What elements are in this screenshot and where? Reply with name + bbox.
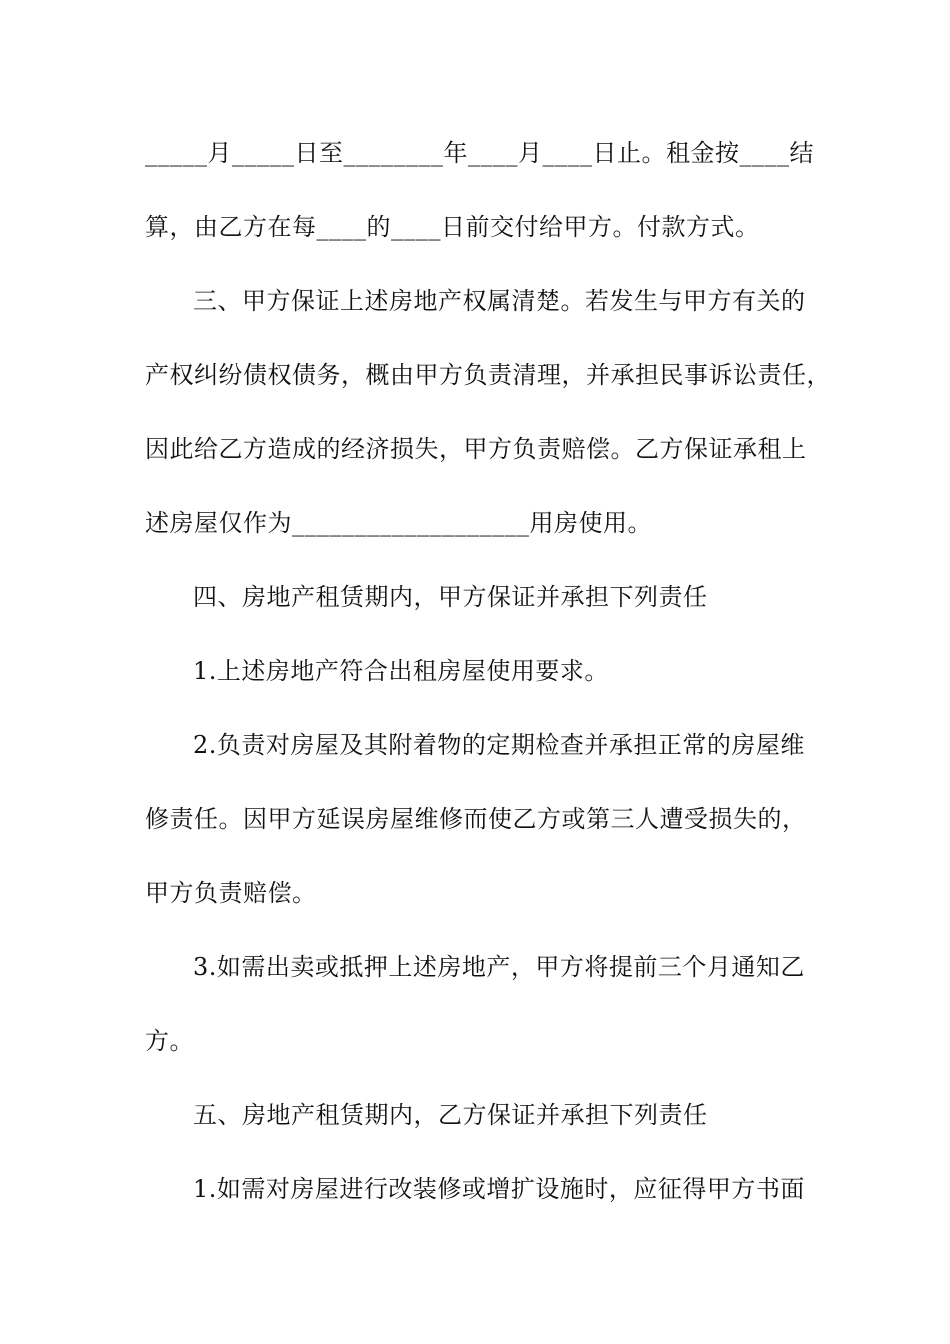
text-line: 方。 — [145, 1027, 194, 1055]
list-item: 2.负责对房屋及其附着物的定期检查并承担正常的房屋维 — [193, 731, 805, 759]
list-item: 1.如需对房屋进行改装修或增扩设施时，应征得甲方书面 — [193, 1175, 805, 1203]
text-line: 甲方负责赔偿。 — [145, 879, 317, 907]
list-item: 1.上述房地产符合出租房屋使用要求。 — [193, 657, 609, 685]
section-heading-4: 四、房地产租赁期内，甲方保证并承担下列责任 — [193, 583, 708, 611]
section-heading-5: 五、房地产租赁期内，乙方保证并承担下列责任 — [193, 1101, 708, 1129]
text-line: 算，由乙方在每____的____日前交付给甲方。付款方式。 — [145, 213, 760, 241]
text-line: 因此给乙方造成的经济损失，甲方负责赔偿。乙方保证承租上 — [145, 435, 807, 463]
text-line: _____月_____日至________年____月____日止。租金按____结 — [145, 139, 814, 167]
text-line: 修责任。因甲方延误房屋维修而使乙方或第三人遭受损失的， — [145, 805, 807, 833]
list-item: 3.如需出卖或抵押上述房地产，甲方将提前三个月通知乙 — [193, 953, 805, 981]
text-line: 产权纠纷债权债务，概由甲方负责清理，并承担民事诉讼责任， — [145, 361, 831, 389]
text-line: 述房屋仅作为___________________用房使用。 — [145, 509, 652, 537]
section-heading-3: 三、甲方保证上述房地产权属清楚。若发生与甲方有关的 — [193, 287, 806, 315]
